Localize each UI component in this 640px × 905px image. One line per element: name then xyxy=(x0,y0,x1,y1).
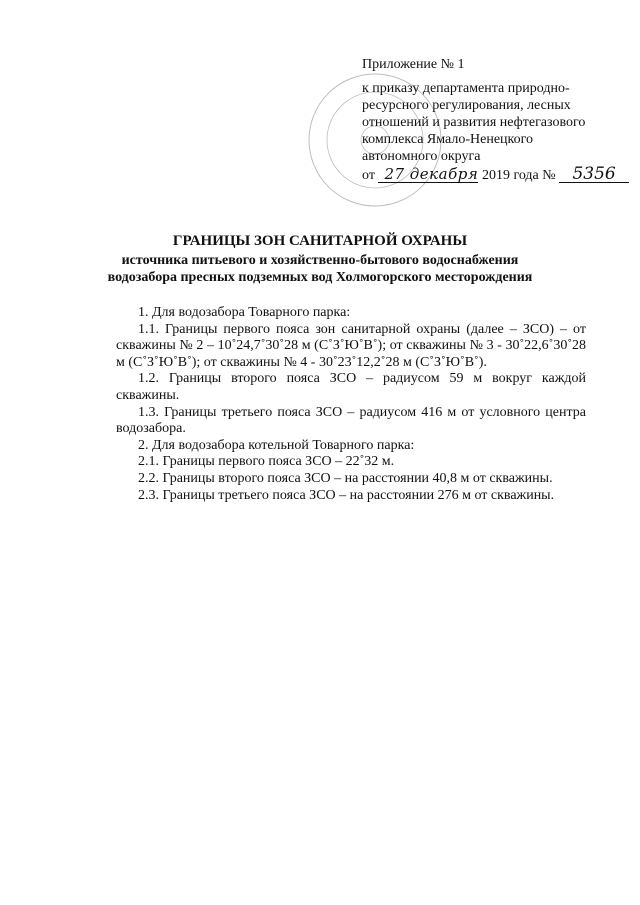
date-prefix: от xyxy=(362,168,375,183)
order-line: ресурсного регулирования, лесных xyxy=(362,98,571,113)
paragraph-1-2: 1.2. Границы второго пояса ЗСО – радиусом 59 м вокруг каждой скважины. xyxy=(116,371,586,403)
handwritten-number: 5356 xyxy=(559,166,629,183)
document-body xyxy=(116,305,586,504)
section-1-heading: 1. Для водозабора Товарного парка: xyxy=(138,305,351,320)
document-subtitle xyxy=(0,252,640,286)
order-reference xyxy=(362,80,612,165)
order-line: отношений и развития нефтегазового xyxy=(362,115,586,130)
order-line: к приказу департамента природно- xyxy=(362,81,570,96)
order-date-line xyxy=(362,166,629,184)
handwritten-date: 27 декабря xyxy=(378,166,478,183)
paragraph-1-3: 1.3. Границы третьего пояса ЗСО – радиусом 416 м от условного центра водозабора. xyxy=(116,404,586,437)
paragraph-2-2: 2.2. Границы второго пояса ЗСО – на расстоянии 40,8 м от скважины. xyxy=(138,470,553,486)
order-line: комплекса Ямало-Ненецкого xyxy=(362,132,534,147)
year-text: 2019 года № xyxy=(481,168,556,183)
order-line: автономного округа xyxy=(362,149,481,164)
document-title: ГРАНИЦЫ ЗОН САНИТАРНОЙ ОХРАНЫ xyxy=(172,233,468,249)
paragraph-2-3: 2.3. Границы третьего пояса ЗСО – на расстоянии 276 м от скважины. xyxy=(138,487,555,503)
paragraph-1-1: 1.1. Границы первого пояса зон санитарной охраны (далее – ЗСО) – от скважины № 2 – 10˚24,7˚30˚28 м (С˚З˚Ю˚В˚); от скважины № 3 - 30˚22,6˚30˚28 м (С˚З˚Ю˚В˚); от скважины № 4 - 30˚23˚12,2˚28 м (С˚З˚Ю˚В˚). xyxy=(116,321,586,370)
appendix-label: Приложение № 1 xyxy=(362,57,465,72)
subtitle-line: водозабора пресных подземных вод Холмогорского месторождения xyxy=(107,270,533,285)
paragraph-2-1: 2.1. Границы первого пояса ЗСО – 22˚32 м. xyxy=(138,454,395,470)
subtitle-line: источника питьевого и хозяйственно-бытового водоснабжения xyxy=(121,253,519,268)
section-2-heading: 2. Для водозабора котельной Товарного парка: xyxy=(138,437,415,453)
